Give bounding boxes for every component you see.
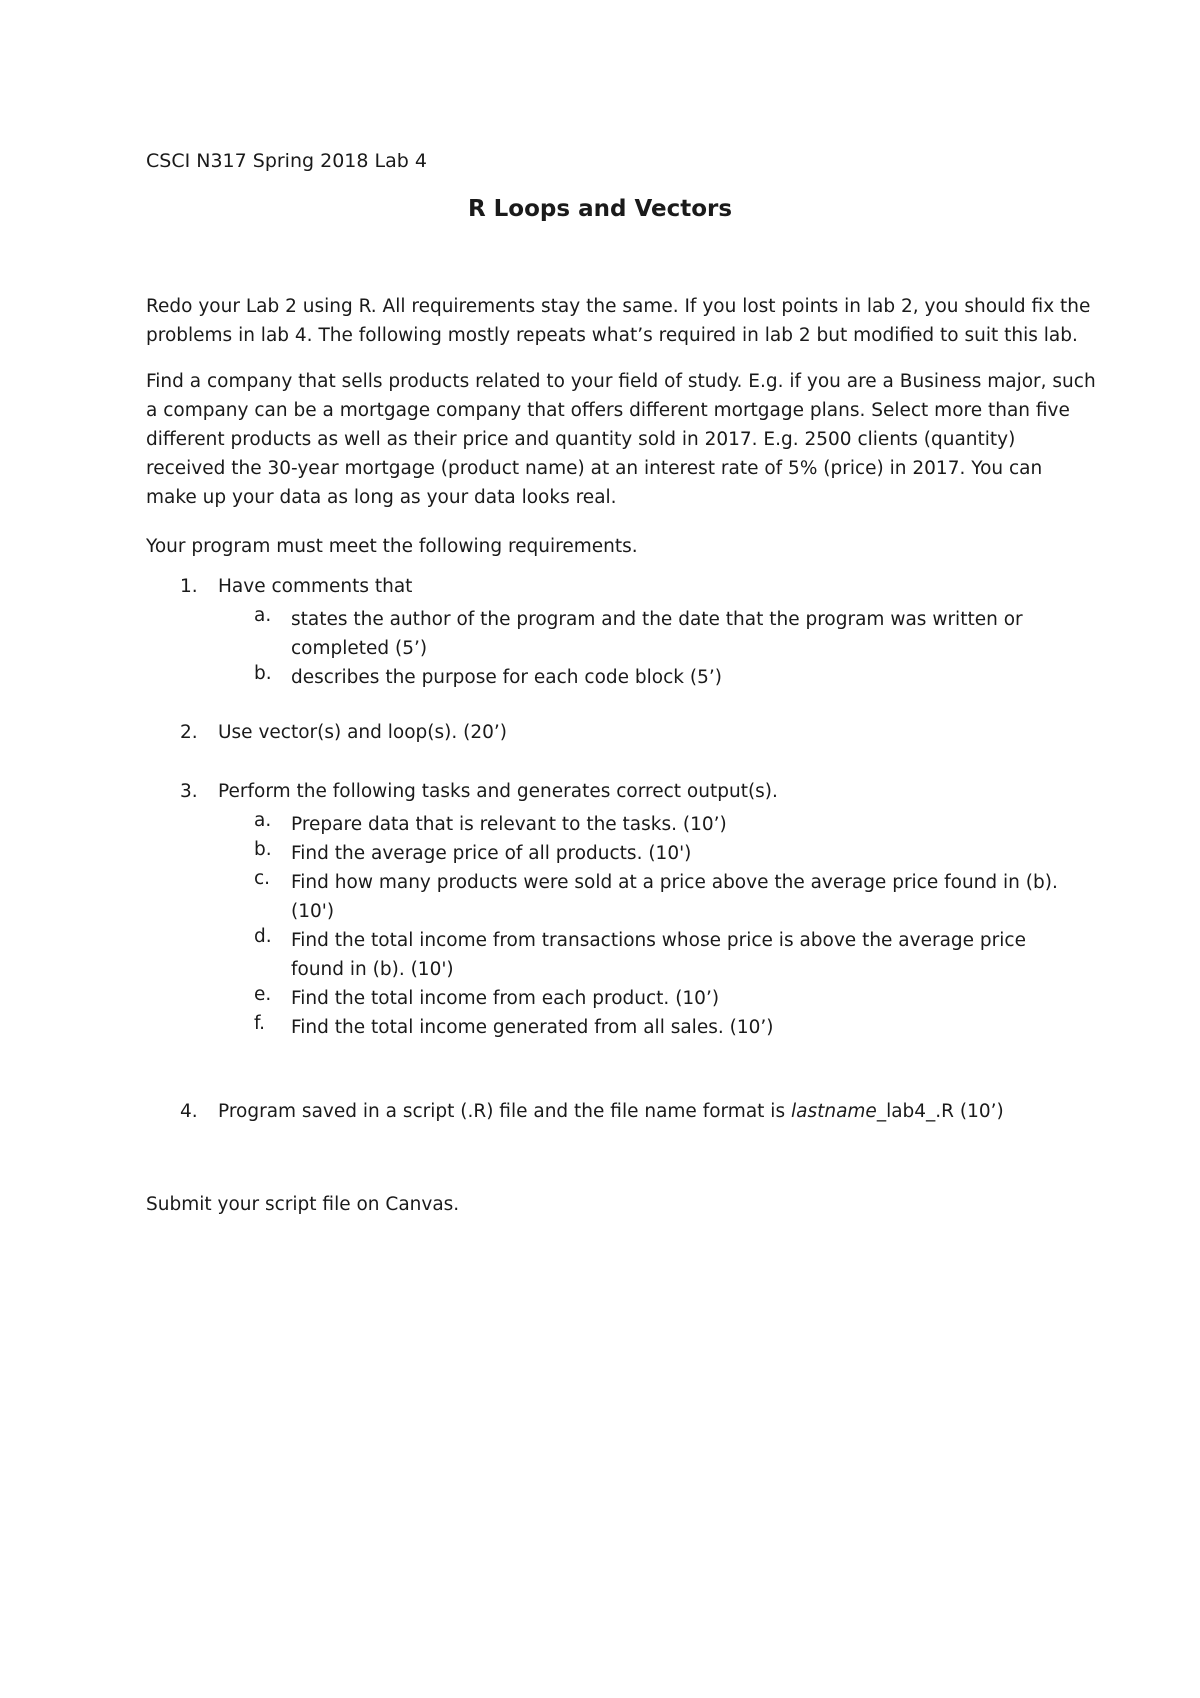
requirement-line: Prepare data that is relevant to the tasks. (10’) — [291, 814, 727, 835]
list-letter: e. — [254, 984, 272, 1005]
requirement-line: Find the total income generated from all sales. (10’) — [291, 1017, 774, 1038]
list-letter: d. — [254, 926, 272, 947]
course-line: CSCI N317 Spring 2018 Lab 4 — [146, 150, 427, 172]
requirement-1a — [291, 605, 1051, 663]
company-line: received the 30-year mortgage (product name) at an interest rate of 5% (price) in 2017. You can — [146, 458, 1043, 479]
intro-line: problems in lab 4. The following mostly repeats what’s required in lab 2 but modified to suit this lab. — [146, 325, 1078, 346]
requirement-line: completed (5’) — [291, 638, 428, 659]
footer-text: Submit your script file on Canvas. — [146, 1194, 460, 1215]
list-number: 4. — [180, 1101, 198, 1122]
footer-paragraph — [146, 1190, 1066, 1219]
requirement-3-text: Perform the following tasks and generates correct output(s). — [218, 781, 778, 802]
list-letter: a. — [254, 605, 272, 626]
requirement-3f — [291, 1013, 1051, 1042]
requirement-line: states the author of the program and the date that the program was written or — [291, 609, 1023, 630]
requirement-4-text-before: Program saved in a script (.R) file and the file name format is — [218, 1101, 791, 1122]
requirements-intro-text: Your program must meet the following requirements. — [146, 536, 638, 557]
requirement-4-text-after: _lab4_.R (10’) — [876, 1101, 1004, 1122]
requirement-2-text: Use vector(s) and loop(s). (20’) — [218, 722, 507, 743]
list-letter: b. — [254, 663, 272, 684]
list-number: 2. — [180, 722, 198, 743]
filename-italic: lastname — [790, 1101, 877, 1122]
company-paragraph — [146, 367, 1096, 512]
list-number: 3. — [180, 781, 198, 802]
requirement-3a — [291, 810, 1051, 839]
requirement-1-text: Have comments that — [218, 576, 413, 597]
intro-line: Redo your Lab 2 using R. All requirements stay the same. If you lost points in lab 2, you should fix the — [146, 296, 1091, 317]
requirement-line: found in (b). (10') — [291, 959, 454, 980]
requirement-3d — [291, 926, 1051, 984]
requirement-line: describes the purpose for each code block (5’) — [291, 667, 722, 688]
document-title: R Loops and Vectors — [467, 196, 733, 222]
list-letter: b. — [254, 839, 272, 860]
requirement-line: Find the total income from each product. (10’) — [291, 988, 720, 1009]
requirement-line: (10') — [291, 901, 335, 922]
requirement-line: Find how many products were sold at a price above the average price found in (b). — [291, 872, 1058, 893]
requirement-3b — [291, 839, 1051, 868]
list-letter: a. — [254, 810, 272, 831]
intro-paragraph — [146, 292, 1091, 350]
company-line: make up your data as long as your data looks real. — [146, 487, 617, 508]
requirement-1b — [291, 663, 1051, 692]
list-letter: c. — [254, 868, 271, 889]
requirement-4-text — [218, 1101, 1004, 1122]
requirement-line: Find the average price of all products. (10') — [291, 843, 692, 864]
list-number: 1. — [180, 576, 198, 597]
company-line: different products as well as their price and quantity sold in 2017. E.g. 2500 clients (quantity) — [146, 429, 1016, 450]
list-letter: f. — [254, 1013, 266, 1034]
company-line: a company can be a mortgage company that offers different mortgage plans. Select more than five — [146, 400, 1070, 421]
requirement-3e — [291, 984, 1051, 1013]
requirements-intro — [146, 532, 1066, 561]
requirement-3c — [291, 868, 1058, 926]
requirement-line: Find the total income from transactions whose price is above the average price — [291, 930, 1026, 951]
company-line: Find a company that sells products related to your field of study. E.g. if you are a Business major, such — [146, 371, 1096, 392]
